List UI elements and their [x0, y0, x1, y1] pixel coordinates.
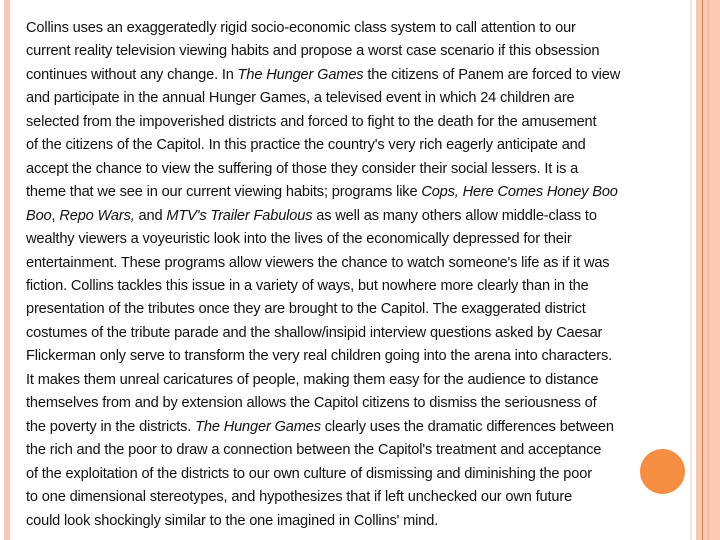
slide-body-text — [26, 17, 681, 533]
text-run: the citizens of Panem are forced to view — [363, 66, 621, 83]
text-run: fiction. Collins tackles this issue in a variety of ways, but nowhere more clearly than in the — [26, 277, 589, 294]
italic-title-run: The Hunger Games — [195, 418, 321, 435]
italic-title-run: Repo Wars, — [59, 207, 135, 224]
text-run: clearly uses the dramatic differences between — [320, 418, 614, 435]
text-run: the poverty in the districts. — [26, 418, 196, 435]
text-line — [26, 298, 681, 321]
text-run: current reality television viewing habits and propose a worst case scenario if this obsession — [26, 43, 600, 60]
text-line — [26, 369, 681, 392]
text-run: Collins uses an exaggeratedly rigid socio-economic class system to call attention to our — [26, 20, 576, 36]
text-line — [26, 181, 681, 204]
text-line — [26, 17, 681, 40]
text-run: the rich and the poor to draw a connection between the Capitol's treatment and acceptance — [26, 442, 602, 459]
text-line — [26, 252, 681, 275]
text-line — [26, 228, 681, 251]
text-line — [26, 416, 681, 439]
text-line — [26, 392, 681, 415]
text-run: costumes of the tribute parade and the shallow/insipid interview questions asked by Caesar — [26, 324, 603, 341]
text-line — [26, 158, 681, 181]
right-border-band-light — [690, 0, 692, 540]
left-border-stripe — [4, 0, 10, 540]
text-run: accept the chance to view the suffering of those they consider their social lessers. It is a — [26, 160, 579, 177]
text-line — [26, 87, 681, 110]
right-border-band-accent — [707, 0, 710, 540]
text-run: themselves from and by extension allows the Capitol citizens to dismiss the seriousness of — [26, 395, 597, 412]
text-run: and — [134, 207, 167, 224]
text-line — [26, 40, 681, 63]
orange-circle-icon — [640, 449, 685, 494]
italic-title-run: Cops, Here Comes Honey Boo — [421, 184, 618, 201]
text-line — [26, 275, 681, 298]
text-run: presentation of the tributes once they are brought to the Capitol. The exaggerated district — [26, 301, 586, 318]
text-run: of the citizens of the Capitol. In this practice the country's very rich eagerly anticipate and — [26, 137, 586, 154]
text-line — [26, 111, 681, 134]
text-run: selected from the impoverished districts and forced to fight to the death for the amusement — [26, 113, 597, 130]
text-run: as well as many others allow middle-class to — [312, 207, 597, 224]
text-line — [26, 322, 681, 345]
text-run: wealthy viewers a voyeuristic look into the lives of the economically depressed for their — [26, 231, 572, 248]
text-line — [26, 510, 681, 533]
text-line — [26, 134, 681, 157]
text-run: entertainment. These programs allow viewers the chance to watch someone's life as if it was — [26, 254, 610, 271]
text-run: theme that we see in our current viewing habits; programs like — [26, 184, 422, 201]
text-line — [26, 486, 681, 509]
text-line — [26, 463, 681, 486]
italic-title-run: The Hunger Games — [237, 66, 364, 83]
text-line — [26, 64, 681, 87]
text-line — [26, 345, 681, 368]
right-border-band-wide — [703, 0, 720, 540]
italic-title-run: MTV's Trailer Fabulous — [166, 207, 313, 224]
text-run: could look shockingly similar to the one imagined in Collins' mind. — [26, 512, 439, 529]
text-run: and participate in the annual Hunger Games, a televised event in which 24 children are — [26, 90, 575, 107]
text-run: of the exploitation of the districts to our own culture of dismissing and diminishing the poor — [26, 465, 592, 482]
text-run: Flickerman only serve to transform the very real children going into the arena into characters. — [26, 348, 612, 365]
text-line — [26, 439, 681, 462]
text-line — [26, 205, 681, 228]
text-run: It makes them unreal caricatures of people, making them easy for the audience to distance — [26, 371, 599, 388]
italic-title-run: Boo — [26, 207, 52, 224]
text-run: , — [51, 207, 60, 224]
text-run: to one dimensional stereotypes, and hypothesizes that if left unchecked our own future — [26, 489, 573, 506]
text-run: continues without any change. In — [26, 66, 238, 83]
